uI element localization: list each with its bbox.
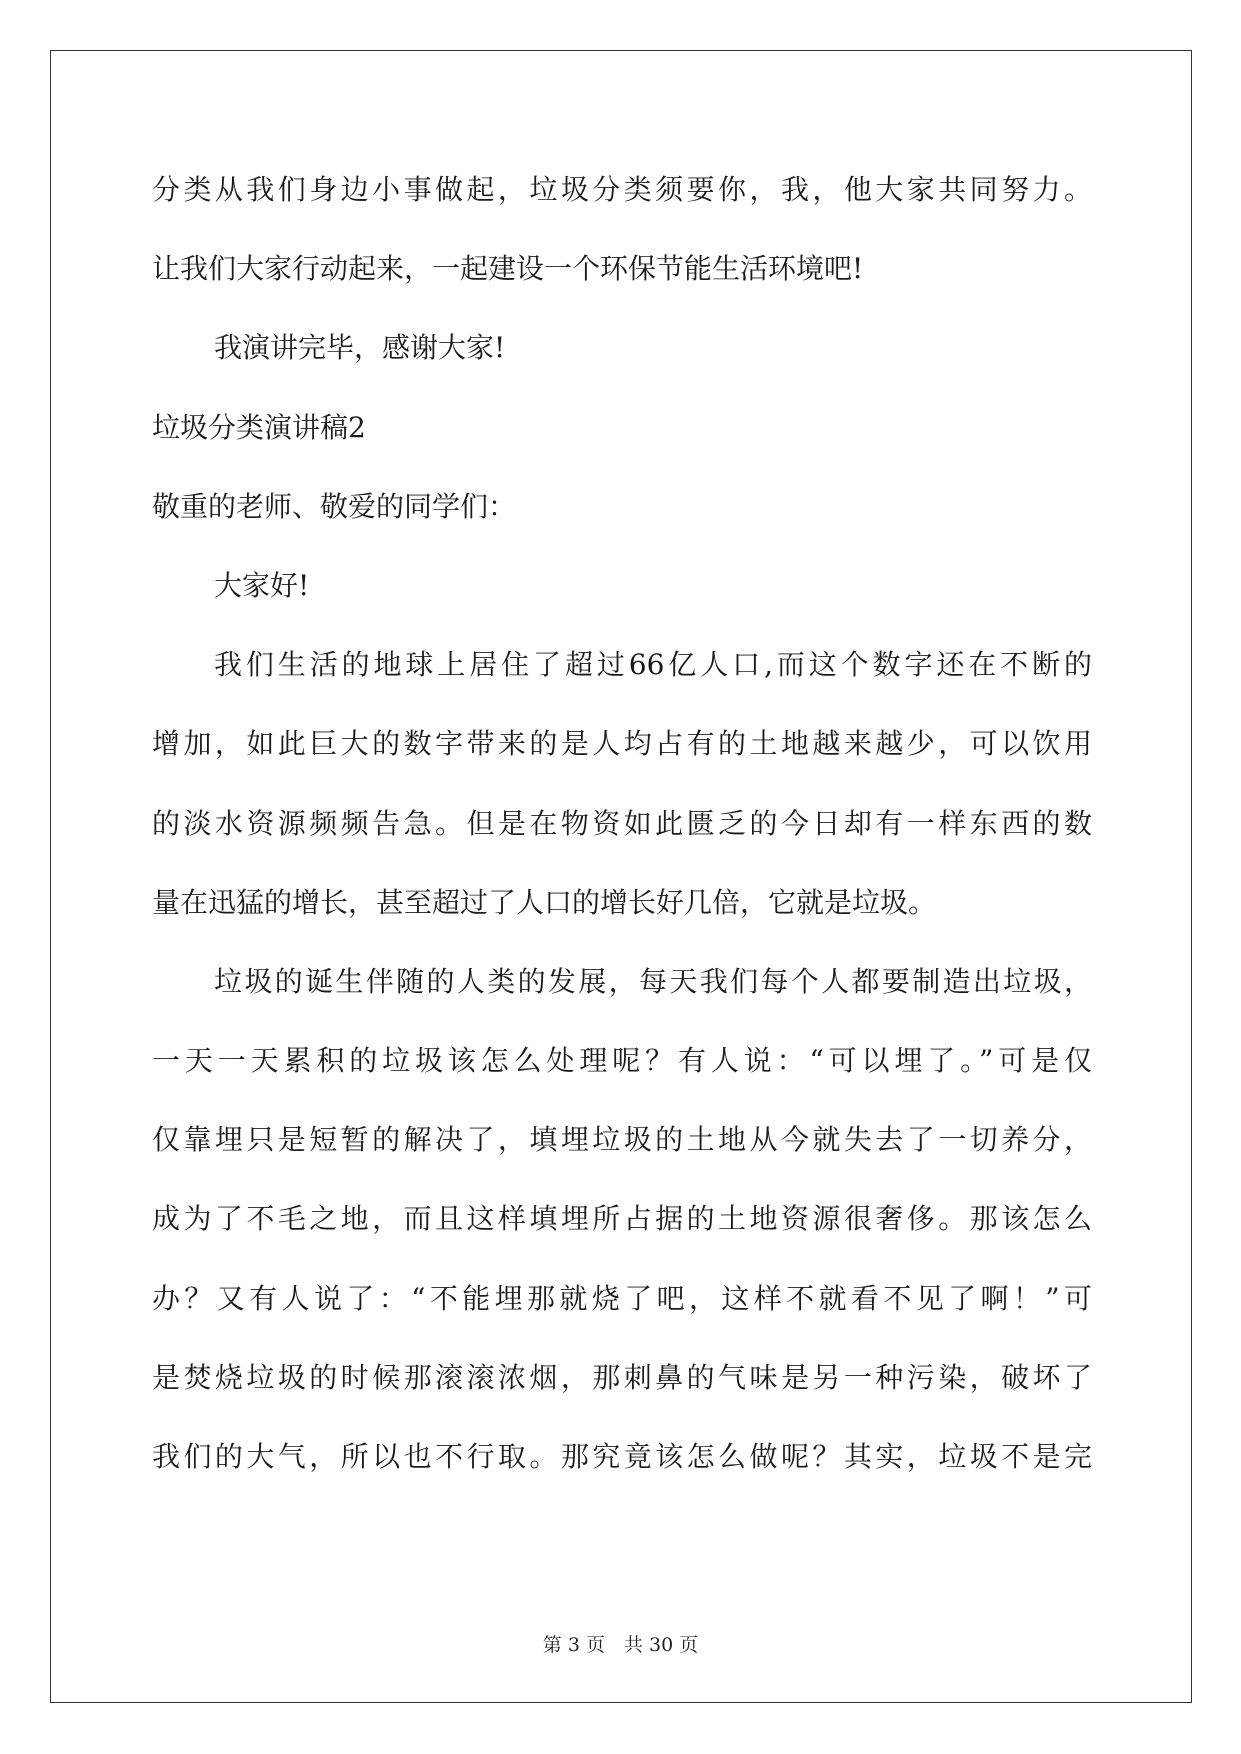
text-line: 垃圾的诞生伴随的人类的发展，每天我们每个人都要制造出垃圾，: [214, 964, 1092, 998]
text-line: 一天一天累积的垃圾该怎么处理呢？有人说：“可以埋了。”可是仅: [152, 1044, 1092, 1078]
salutation: 敬重的老师、敬爱的同学们：: [152, 489, 517, 523]
text-line: 我们的大气，所以也不行取。那究竟该怎么做呢？其实，垃圾不是完: [152, 1440, 1092, 1473]
text-line: 成为了不毛之地，而且这样填埋所占据的土地资源很奢侈。那该怎么: [152, 1202, 1092, 1236]
document-body: [152, 160, 1092, 1506]
text-line: 我们生活的地球上居住了超过66亿人口,而这个数字还在不断的: [214, 648, 1092, 682]
text-line: 增加，如此巨大的数字带来的是人均占有的土地越来越少，可以饮用: [152, 727, 1092, 761]
section-title: 垃圾分类演讲稿2: [152, 410, 366, 444]
text-line: 分类从我们身边小事做起，垃圾分类须要你，我，他大家共同努力。: [152, 173, 1092, 206]
text-line: 的淡水资源频频告急。但是在物资如此匮乏的今日却有一样东西的数: [152, 806, 1092, 840]
text-line: 办？又有人说了：“不能埋那就烧了吧，这样不就看不见了啊！”可: [152, 1281, 1092, 1315]
text-line: 让我们大家行动起来，一起建设一个环保节能生活环境吧!: [152, 252, 864, 286]
text-line: 量在迅猛的增长，甚至超过了人口的增长好几倍，它就是垃圾。: [152, 885, 937, 919]
page-number-footer: 第 3 页 共 30 页: [542, 1634, 699, 1656]
text-line: 仅靠埋只是短暂的解决了，填埋垃圾的土地从今就失去了一切养分，: [152, 1123, 1092, 1157]
text-line: 是焚烧垃圾的时候那滚滚浓烟，那刺鼻的气味是另一种污染，破坏了: [152, 1360, 1092, 1394]
greeting: 大家好!: [214, 568, 310, 602]
closing-line: 我演讲完毕，感谢大家!: [214, 331, 506, 365]
